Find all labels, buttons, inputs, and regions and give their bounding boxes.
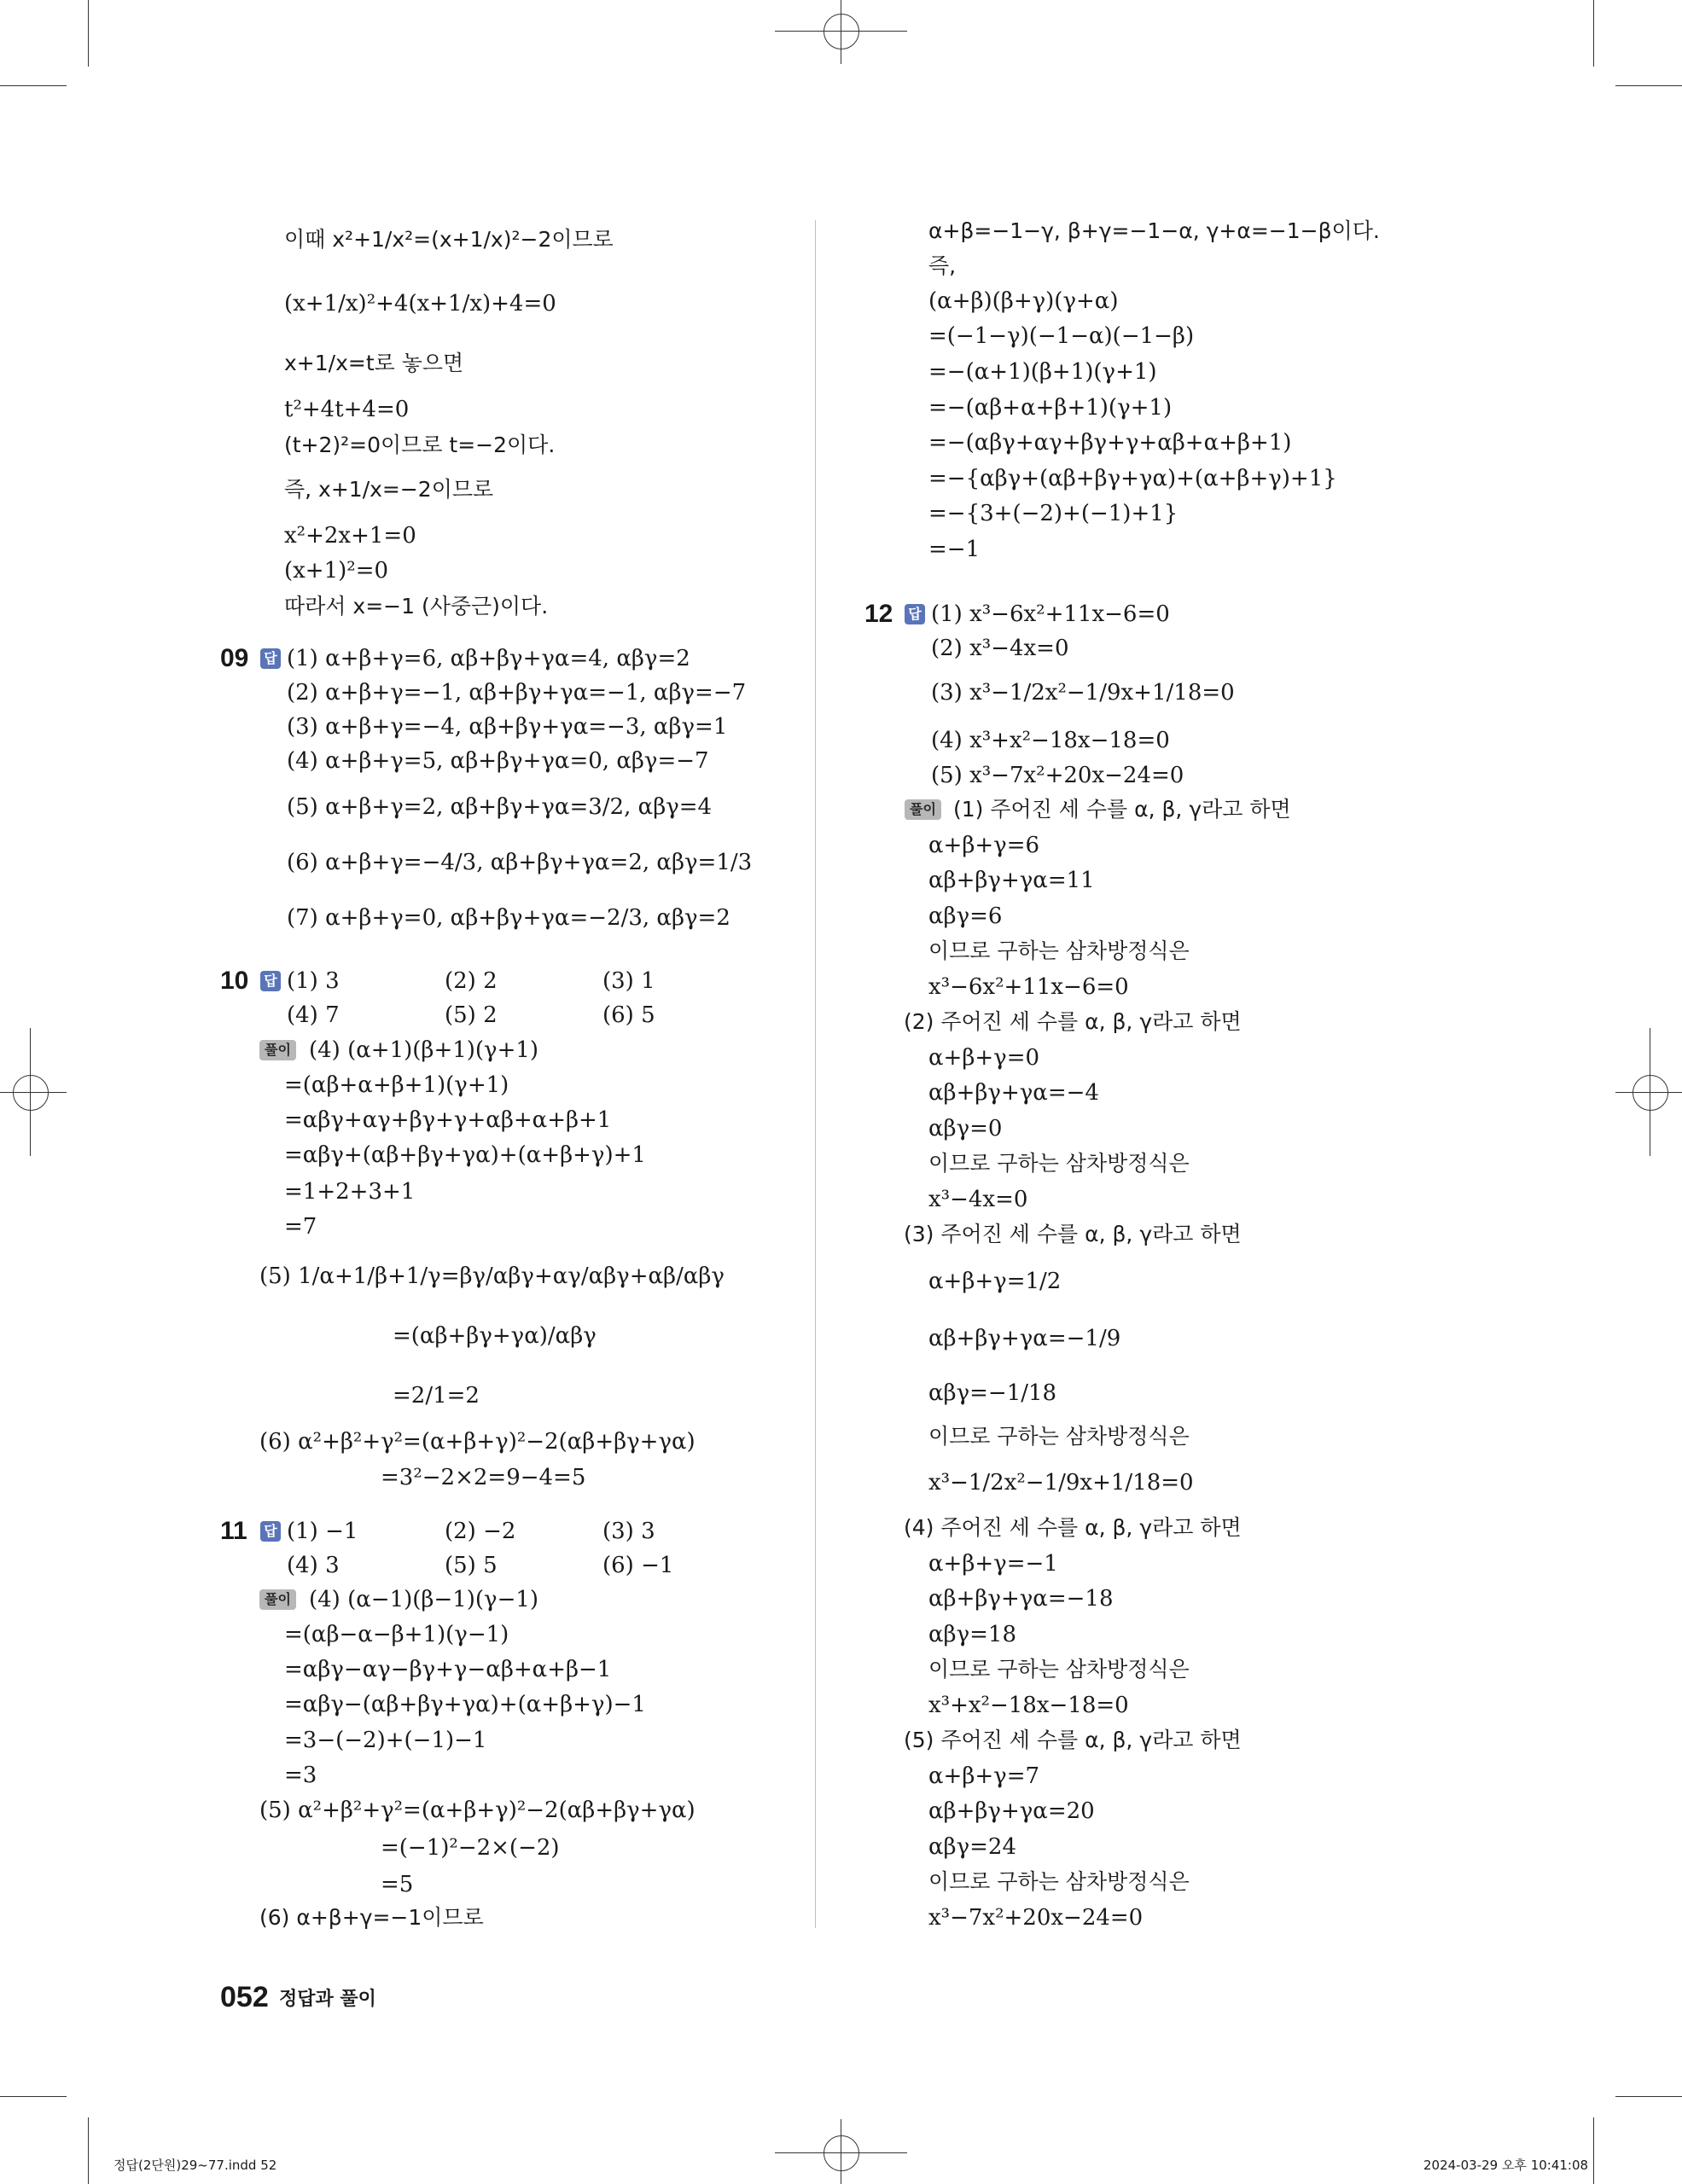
solution-line: =αβγ−(αβ+βγ+γα)+(α+β+γ)−1 [284, 1692, 646, 1717]
answer-item: (5) 2 [445, 1002, 498, 1028]
math-line: =−1 [928, 537, 981, 562]
answer-line: (4) α+β+γ=5, αβ+βγ+γα=0, αβγ=−7 [287, 748, 709, 774]
math-line: =−{αβγ+(αβ+βγ+γα)+(α+β+γ)+1} [928, 466, 1337, 491]
solution-line: =7 [284, 1214, 317, 1240]
solution-badge: 풀이 [259, 1040, 296, 1060]
solution-line: (4) 주어진 세 수를 α, β, γ라고 하면 [904, 1515, 1242, 1540]
answer-line: (4) x³+x²−18x−18=0 [931, 728, 1170, 753]
registration-mark [824, 14, 859, 49]
solution-line: α+β+γ=7 [928, 1763, 1040, 1789]
solution-line: 이므로 구하는 삼차방정식은 [928, 1869, 1190, 1894]
math-line: (t+2)²=0이므로 t=−2이다. [284, 433, 556, 457]
crop-mark [0, 85, 67, 86]
answer-line: (3) α+β+γ=−4, αβ+βγ+γα=−3, αβγ=1 [287, 714, 728, 740]
math-line: 이때 x²+1/x²=(x+1/x)²−2이므로 [284, 227, 614, 252]
solution-line: x³+x²−18x−18=0 [928, 1693, 1129, 1718]
registration-mark [1615, 1092, 1682, 1093]
solution-line: x³−1/2x²−1/9x+1/18=0 [928, 1470, 1194, 1496]
solution-line: (6) α²+β²+γ²=(α+β+γ)²−2(αβ+βγ+γα) [259, 1429, 695, 1455]
solution-line: (5) α²+β²+γ²=(α+β+γ)²−2(αβ+βγ+γα) [259, 1798, 695, 1823]
solution-line: =(αβ+βγ+γα)/αβγ [393, 1323, 597, 1349]
crop-mark [88, 0, 89, 67]
solution-line: 이므로 구하는 삼차방정식은 [928, 1151, 1190, 1176]
solution-badge: 풀이 [259, 1589, 296, 1610]
registration-mark [1633, 1075, 1668, 1111]
solution-line: α+β+γ=0 [928, 1045, 1040, 1071]
answer-item: (2) 2 [445, 968, 498, 994]
solution-line: =(αβ−α−β+1)(γ−1) [284, 1622, 509, 1647]
crop-mark [1615, 2096, 1682, 2097]
math-line: α+β=−1−γ, β+γ=−1−α, γ+α=−1−β이다. [928, 218, 1380, 243]
solution-line: =αβγ−αγ−βγ+γ−αβ+α+β−1 [284, 1657, 612, 1682]
solution-line: αβγ=18 [928, 1622, 1016, 1647]
solution-line: αβγ=6 [928, 903, 1003, 929]
answer-item: (5) 5 [445, 1553, 498, 1578]
math-line: 즉, [928, 253, 957, 278]
solution-line: =5 [381, 1872, 414, 1897]
solution-line: αβγ=24 [928, 1834, 1016, 1860]
solution-line: (5) 1/α+1/β+1/γ=βγ/αβγ+αγ/αβγ+αβ/αβγ [259, 1263, 725, 1289]
answer-item: (3) 1 [602, 968, 655, 994]
solution-line: =αβγ+(αβ+βγ+γα)+(α+β+γ)+1 [284, 1142, 646, 1168]
question-number: 09 [220, 644, 249, 672]
page-number: 052 [220, 1981, 269, 2013]
solution-line: αβγ=0 [928, 1116, 1003, 1141]
solution-line: α+β+γ=6 [928, 833, 1040, 858]
solution-line: =2/1=2 [393, 1383, 480, 1409]
answer-item: (1) 3 [287, 968, 340, 994]
solution-line: =3−(−2)+(−1)−1 [284, 1728, 487, 1753]
answer-line: (6) α+β+γ=−4/3, αβ+βγ+γα=2, αβγ=1/3 [287, 850, 753, 875]
solution-line: (6) α+β+γ=−1이므로 [259, 1905, 484, 1930]
answer-item: (6) −1 [602, 1553, 674, 1578]
math-line: =−(αβγ+αγ+βγ+γ+αβ+α+β+1) [928, 430, 1292, 456]
print-timestamp: 2024-03-29 오후 10:41:08 [1423, 2158, 1589, 2173]
answer-item: (4) 7 [287, 1002, 340, 1028]
math-line: =(−1−γ)(−1−α)(−1−β) [928, 323, 1195, 349]
solution-line: =(−1)²−2×(−2) [381, 1835, 560, 1861]
solution-line: αβ+βγ+γα=11 [928, 868, 1095, 893]
solution-line: α+β+γ=1/2 [928, 1269, 1062, 1294]
math-line: x²+2x+1=0 [284, 523, 416, 549]
answer-item: (3) 3 [602, 1519, 655, 1544]
math-line: 즉, x+1/x=−2이므로 [284, 477, 494, 502]
crop-mark [1593, 0, 1594, 67]
solution-line: (4) (α+1)(β+1)(γ+1) [309, 1037, 539, 1063]
solution-line: αβ+βγ+γα=−18 [928, 1586, 1114, 1612]
math-line: =−(α+1)(β+1)(γ+1) [928, 359, 1157, 385]
answer-item: (2) −2 [445, 1519, 516, 1544]
solution-line: (5) 주어진 세 수를 α, β, γ라고 하면 [904, 1728, 1242, 1752]
answer-badge: 답 [260, 1521, 281, 1542]
answer-badge: 답 [905, 604, 925, 624]
answer-line: (5) α+β+γ=2, αβ+βγ+γα=3/2, αβγ=4 [287, 794, 713, 820]
solution-line: (1) 주어진 세 수를 α, β, γ라고 하면 [953, 797, 1291, 822]
crop-mark [88, 2117, 89, 2184]
solution-line: (4) (α−1)(β−1)(γ−1) [309, 1587, 539, 1612]
answer-line: (2) x³−4x=0 [931, 636, 1069, 661]
solution-line: x³−4x=0 [928, 1187, 1028, 1212]
math-line: 따라서 x=−1 (사중근)이다. [284, 594, 549, 619]
registration-mark [824, 2135, 859, 2171]
solution-line: (2) 주어진 세 수를 α, β, γ라고 하면 [904, 1009, 1242, 1034]
print-file-info: 정답(2단원)29~77.indd 52 [113, 2158, 277, 2173]
question-number: 12 [864, 600, 893, 628]
math-line: (x+1/x)²+4(x+1/x)+4=0 [284, 291, 556, 317]
registration-mark [13, 1075, 49, 1111]
solution-line: αβ+βγ+γα=20 [928, 1798, 1095, 1824]
math-line: x+1/x=t로 놓으면 [284, 351, 464, 375]
answer-line: (2) α+β+γ=−1, αβ+βγ+γα=−1, αβγ=−7 [287, 680, 747, 706]
answer-item: (4) 3 [287, 1553, 340, 1578]
solution-line: αβ+βγ+γα=−4 [928, 1080, 1099, 1106]
registration-mark [0, 1092, 67, 1093]
solution-line: αβγ=−1/18 [928, 1380, 1057, 1406]
math-line: (x+1)²=0 [284, 558, 389, 584]
math-line: t²+4t+4=0 [284, 397, 410, 422]
solution-line: (3) 주어진 세 수를 α, β, γ라고 하면 [904, 1222, 1242, 1246]
solution-badge: 풀이 [905, 799, 941, 820]
solution-line: x³−6x²+11x−6=0 [928, 974, 1129, 1000]
column-divider [815, 220, 816, 1928]
answer-badge: 답 [260, 648, 281, 669]
math-line: (α+β)(β+γ)(γ+α) [928, 288, 1119, 314]
solution-line: α+β+γ=−1 [928, 1551, 1058, 1577]
solution-line: 이므로 구하는 삼차방정식은 [928, 938, 1190, 963]
registration-mark [30, 1028, 31, 1156]
answer-badge: 답 [260, 971, 281, 991]
solution-line: αβ+βγ+γα=−1/9 [928, 1326, 1121, 1351]
crop-mark [1593, 2117, 1594, 2184]
question-number: 10 [220, 967, 249, 995]
page-title: 정답과 풀이 [279, 1989, 376, 2010]
answer-line: (1) x³−6x²+11x−6=0 [931, 601, 1170, 627]
solution-line: =1+2+3+1 [284, 1179, 416, 1205]
math-line: =−(αβ+α+β+1)(γ+1) [928, 395, 1173, 421]
question-number: 11 [220, 1517, 247, 1545]
math-line: =−{3+(−2)+(−1)+1} [928, 501, 1179, 526]
solution-line: =(αβ+α+β+1)(γ+1) [284, 1072, 509, 1098]
solution-line: =αβγ+αγ+βγ+γ+αβ+α+β+1 [284, 1107, 612, 1133]
answer-line: (7) α+β+γ=0, αβ+βγ+γα=−2/3, αβγ=2 [287, 905, 730, 931]
solution-line: 이므로 구하는 삼차방정식은 [928, 1657, 1190, 1682]
solution-line: =3²−2×2=9−4=5 [381, 1465, 586, 1490]
answer-line: (5) x³−7x²+20x−24=0 [931, 763, 1184, 788]
solution-line: =3 [284, 1763, 317, 1788]
crop-mark [0, 2096, 67, 2097]
crop-mark [1615, 85, 1682, 86]
solution-line: x³−7x²+20x−24=0 [928, 1905, 1144, 1931]
answer-item: (1) −1 [287, 1519, 358, 1544]
answer-line: (3) x³−1/2x²−1/9x+1/18=0 [931, 680, 1235, 706]
answer-line: (1) α+β+γ=6, αβ+βγ+γα=4, αβγ=2 [287, 646, 690, 671]
solution-line: 이므로 구하는 삼차방정식은 [928, 1424, 1190, 1449]
answer-item: (6) 5 [602, 1002, 655, 1028]
